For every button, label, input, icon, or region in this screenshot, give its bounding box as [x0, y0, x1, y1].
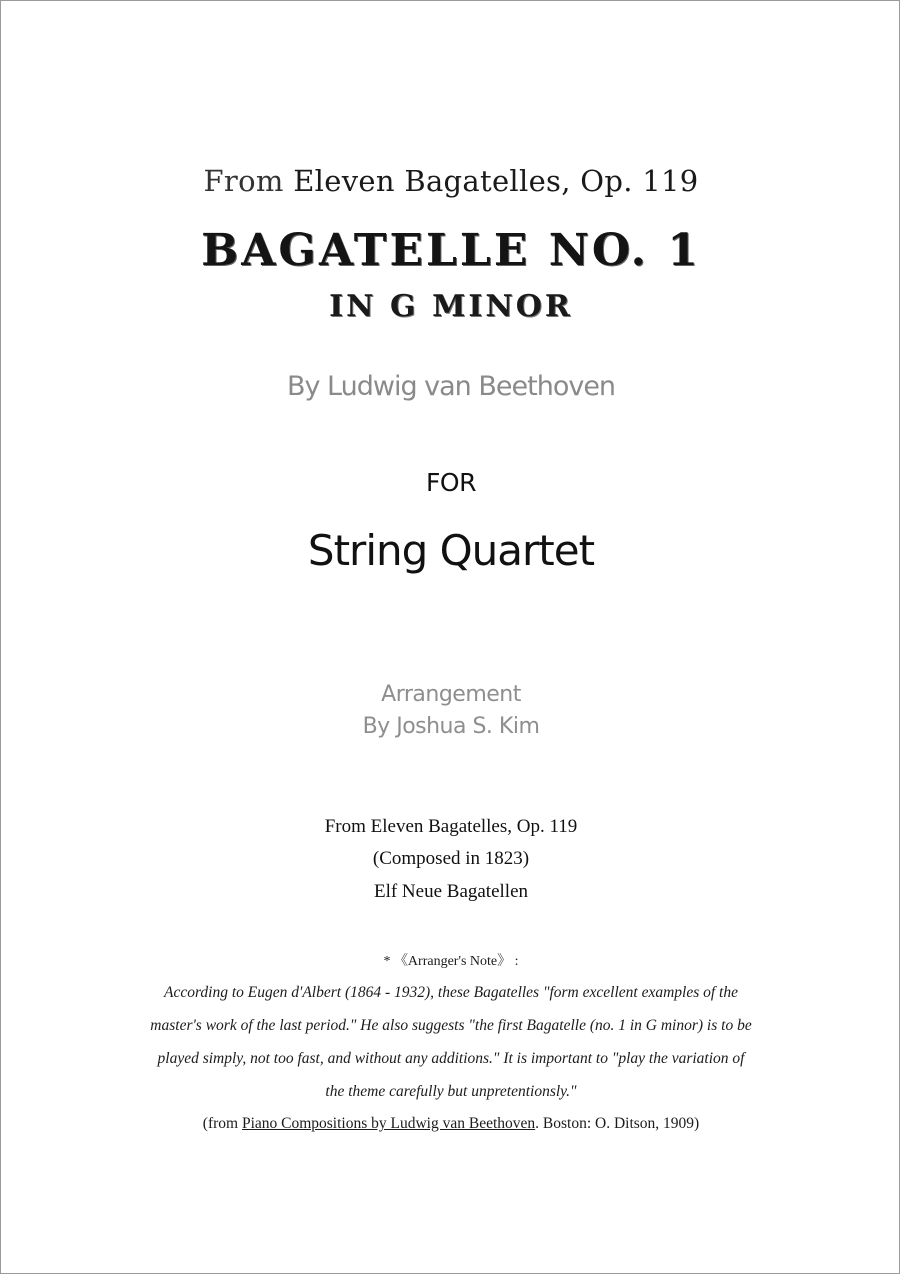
info-german-title: Elf Neue Bagatellen — [373, 881, 529, 902]
from-work-title: Eleven Bagatelles, Op. 119 — [293, 164, 699, 198]
from-prefix: From — [203, 164, 284, 198]
ensemble-name: String Quartet — [307, 526, 595, 575]
arranger-note-line: played simply, not too fast, and without any additions." It is important to "play the variation of — [157, 1050, 745, 1067]
from-work-line — [1, 164, 900, 198]
arrangement-label: Arrangement — [381, 682, 521, 707]
arranger-note-line: master's work of the last period." He also suggests "the first Bagatelle (no. 1 in G minor) is to be — [150, 1017, 752, 1034]
arranger-name: By Joshua S. Kim — [362, 714, 540, 739]
citation-title: Piano Compositions by Ludwig van Beethoven — [241, 1115, 536, 1132]
for-label: FOR — [426, 468, 476, 497]
note-source-citation — [1, 1115, 900, 1133]
arranger-note-line: According to Eugen d'Albert (1864 - 1932), these Bagatelles "form excellent examples of the — [164, 984, 738, 1001]
composer-credit: By Ludwig van Beethoven — [286, 371, 616, 402]
citation-suffix: . Boston: O. Ditson, 1909) — [535, 1115, 700, 1132]
arranger-note-line: the theme carefully but unpretentionsly." — [325, 1083, 577, 1100]
piece-key: IN G MINOR — [329, 289, 573, 324]
piece-title: BAGATELLE NO. 1 — [201, 225, 701, 276]
info-composition-year: (Composed in 1823) — [372, 848, 530, 869]
citation-prefix: (from — [202, 1115, 242, 1132]
arranger-note-heading: * 《Arranger's Note》 : — [383, 954, 519, 969]
info-source-work: From Eleven Bagatelles, Op. 119 — [324, 816, 578, 837]
